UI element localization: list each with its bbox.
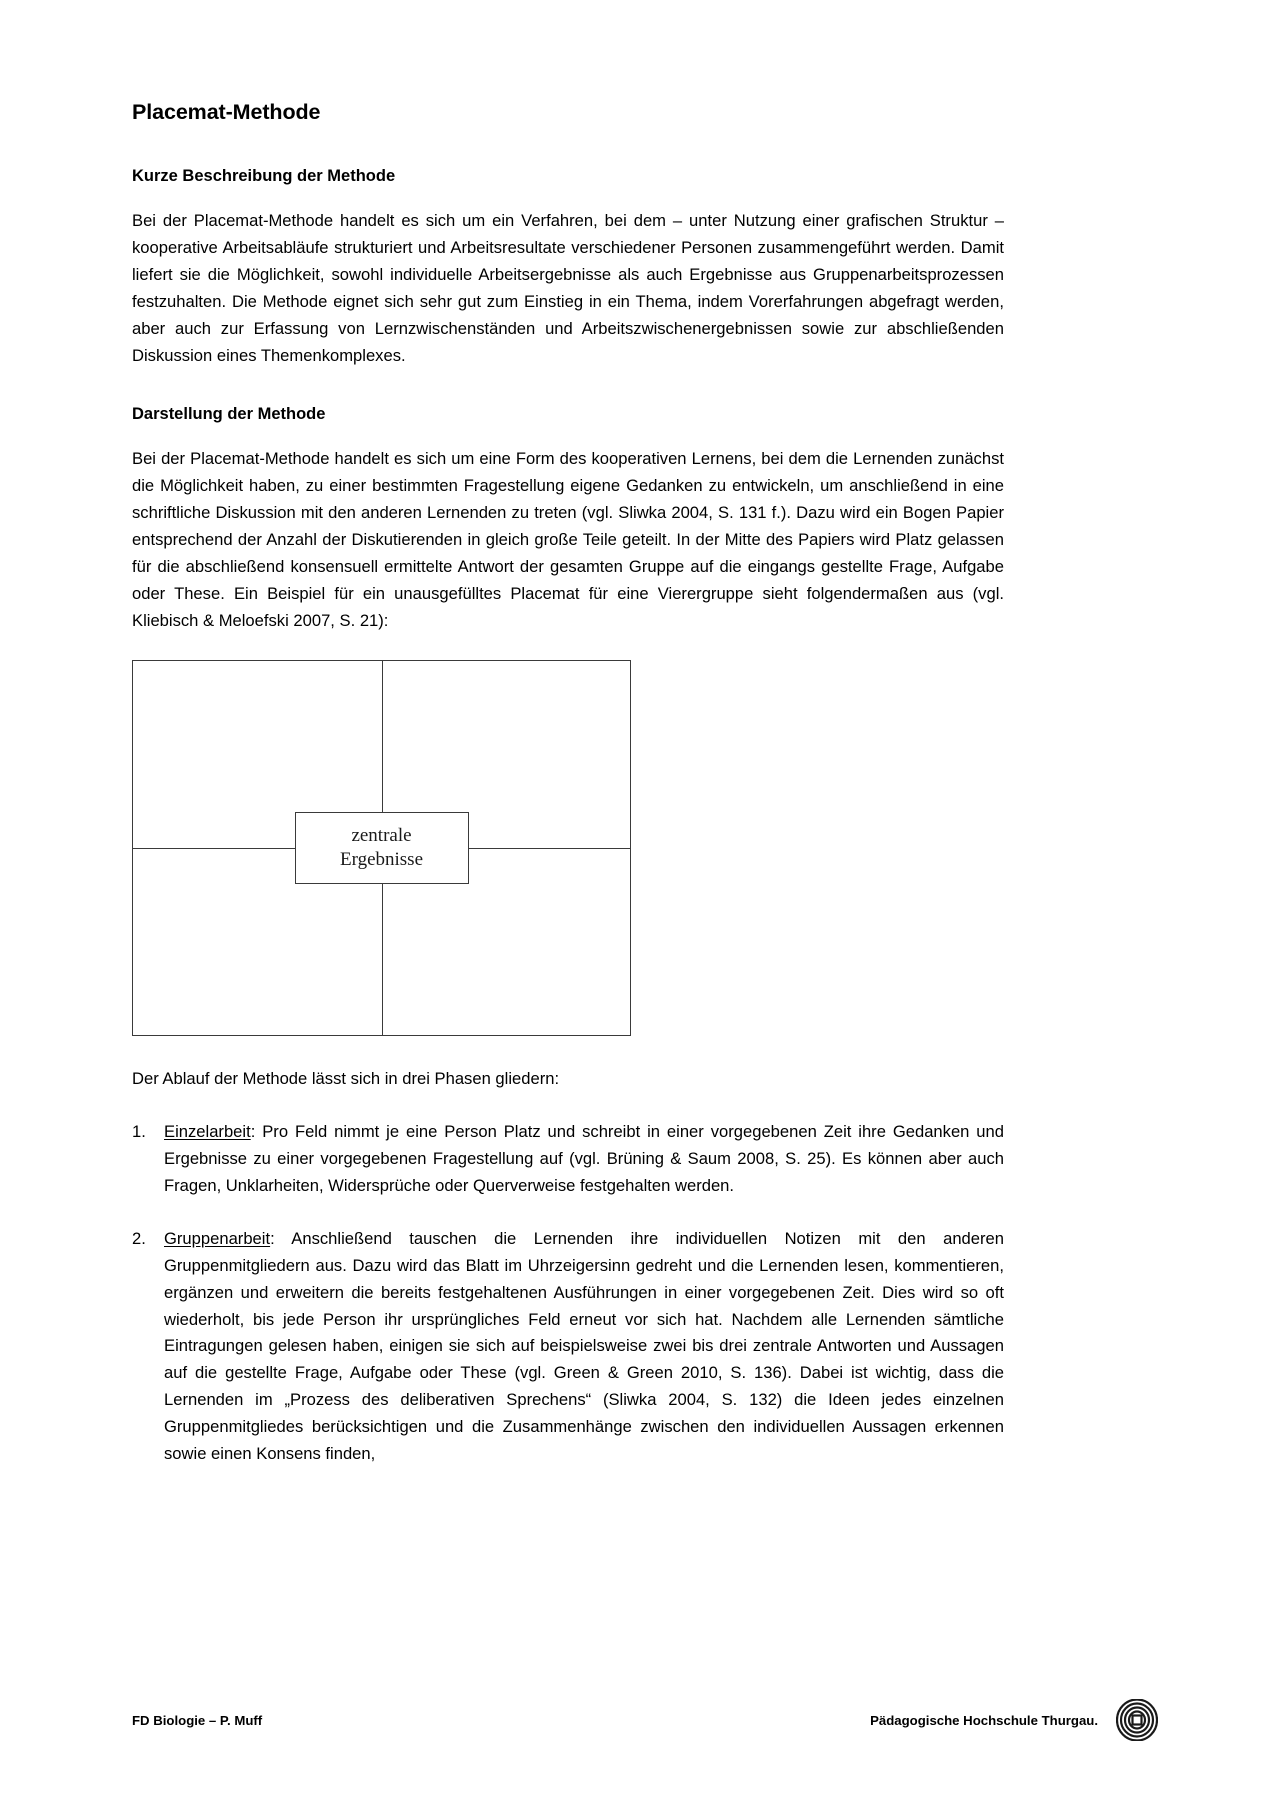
page-title: Placemat-Methode [132,100,321,124]
list-item [132,1226,1004,1468]
phase-text-einzelarbeit: : Pro Feld nimmt je eine Person Platz und schreibt in einer vorgegebenen Zeit ihre Gedanken und Ergebnisse zu einer vorgegebenen Fragestellung auf (vgl. Brüning & Saum 2008, S. 25). Es können aber auch Fragen, Unklarheiten, Widersprüche oder Querverweise festgehalten werden. [164,1122,1004,1196]
placemat-center-label-line1: zentrale [351,824,412,846]
paragraph-kurze-beschreibung: Bei der Placemat-Methode handelt es sich um ein Verfahren, bei dem – unter Nutzung einer grafischen Struktur – kooperative Arbeitsabläufe strukturiert und Arbeitsresultate verschiedener Personen zusammengeführt werden. Damit liefert sie die Möglichkeit, sowohl individuelle Arbeitsergebnisse als auch Ergebnisse aus Gruppenarbeitsprozessen festzuhalten. Die Methode eignet sich sehr gut zum Einstieg in ein Thema, indem Vorerfahrungen abgefragt werden, aber auch zur Erfassung von Lernzwischenständen und Arbeitszwischenergebnissen sowie zur abschließenden Diskussion eines Themenkomplexes. [132,211,1004,365]
list-item [132,1119,1004,1200]
placemat-diagram-wrapper [132,660,1004,1036]
footer-author: FD Biologie – P. Muff [132,1712,263,1728]
concentric-rings-logo-icon [1116,1699,1158,1741]
page-footer [132,1697,1158,1743]
footer-institution: Pädagogische Hochschule Thurgau. [870,1712,1098,1728]
phase-list [132,1119,1004,1468]
footer-institution-group [870,1699,1158,1741]
section-heading-kurze-beschreibung: Kurze Beschreibung der Methode [132,166,396,185]
placemat-center-label-line2: Ergebnisse [339,849,424,871]
placemat-diagram [132,660,631,1036]
section-heading-darstellung: Darstellung der Methode [132,404,326,423]
phase-term-gruppenarbeit: Gruppenarbeit [164,1228,271,1248]
phase-term-einzelarbeit: Einzelarbeit [164,1122,251,1142]
phase-text-gruppenarbeit: : Anschließend tauschen die Lernenden ihre individuellen Notizen mit den anderen Gruppenmitgliedern aus. Dazu wird das Blatt im Uhrzeigersinn gedreht und die Lernenden lesen, kommentieren, ergänzen und erweitern die bereits festgehaltenen Ausführungen in einer vorgegebenen Zeit. Dies wird so oft wiederholt, bis jede Person ihr ursprüngliches Feld erneut vor sich hat. Nachdem alle Lernenden sämtliche Eintragungen gelesen haben, einigen sie sich auf beispielsweise zwei bis drei zentrale Antworten und Aussagen auf die gestellte Frage, Aufgabe oder These (vgl. Green & Green 2010, S. 136). Dabei ist wichtig, dass die Lernenden im „Prozess des deliberativen Sprechens“ (Sliwka 2004, S. 132) die Ideen jedes einzelnen Gruppenmitgliedes berücksichtigen und die Zusammenhänge zwischen den individuellen Aussagen erkennen sowie einen Konsens finden, [164,1228,1004,1463]
paragraph-darstellung: Bei der Placemat-Methode handelt es sich um eine Form des kooperativen Lernens, bei dem die Lernenden zunächst die Möglichkeit haben, zu einer bestimmten Fragestellung eigene Gedanken zu entwickeln, um anschließend in eine schriftliche Diskussion mit den anderen Lernenden zu treten (vgl. Sliwka 2004, S. 131 f.). Dazu wird ein Bogen Papier entsprechend der Anzahl der Diskutierenden in gleich große Teile geteilt. In der Mitte des Papiers wird Platz gelassen für die abschließend konsensuell ermittelte Antwort der gesamten Gruppe auf die eingangs gestellte Frage, Aufgabe oder These. Ein Beispiel für ein unausgefülltes Placemat für eine Vierergruppe sieht folgendermaßen aus (vgl. Kliebisch & Meloefski 2007, S. 21): [132,449,1004,630]
paragraph-ablauf-intro: Der Ablauf der Methode lässt sich in drei Phasen gliedern: [132,1069,560,1089]
placemat-center-box [295,812,469,884]
document-content [132,100,1004,1494]
